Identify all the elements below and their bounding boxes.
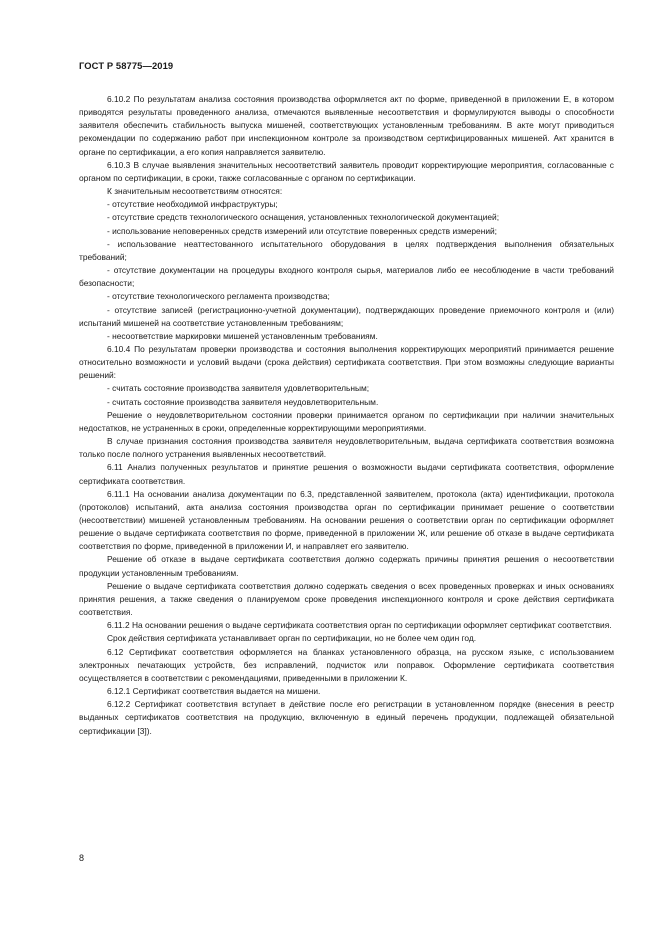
list-item: - использование неаттестованного испытательного оборудования в целях подтверждения выполнения обязательных требований;	[79, 238, 614, 262]
paragraph-6-12-2: 6.12.2 Сертификат соответствия вступает в действие после его регистрации в установленном порядке (внесения в реестр выданных сертификатов соответствия на продукцию, включенную в единый перечень продукции, подлежащей обязательной сертификации [3]).	[79, 699, 614, 736]
paragraph-validity-period: Срок действия сертификата устанавливает орган по сертификации, но не более чем один год.	[107, 633, 477, 644]
paragraph-6-12-1: 6.12.1 Сертификат соответствия выдается на мишени.	[107, 686, 321, 697]
paragraph-refusal-decision: Решение об отказе в выдаче сертификата соответствия должно содержать причины принятия решения о несоответствии продукции установленным требованиям.	[79, 554, 614, 578]
paragraph-issuance-decision: Решение о выдаче сертификата соответствия должно содержать сведения о всех проведенных проверках и иных основаниях принятия решения, а также сведения о планируемом сроке проведения инспекционного контроля и сроке действия сертификата соответствия.	[79, 580, 614, 618]
list-item: - несоответствие маркировки мишеней установленным требованиям.	[107, 330, 378, 341]
paragraph-6-11-1: 6.11.1 На основании анализа документации по 6.3, представленной заявителем, протокола (акта) идентификации, протокола (протоколов) испытаний, акта анализа состояния производства орган по сертификации принимает решение о соответствии (несоответствии) мишеней установленным требованиям. На основании решения о соответствии орган по сертификации оформляет решение о выдаче сертификата соответствия по форме, приведенной в приложении Ж, или решение об отказе в выдаче сертификата соответствия по форме, приведенной в приложении И, и направляет его заявителю.	[79, 488, 614, 552]
paragraph-unsatisfactory-decision: Решение о неудовлетворительном состоянии проверки принимается органом по сертификации при наличии значительных недостатков, не устраненных в сроки, определенные корректирующими мероприятиями.	[79, 409, 614, 433]
list-item: - использование неповеренных средств измерений или отсутствие поверенных средств измерений;	[107, 225, 497, 236]
paragraph-6-11-2: 6.11.2 На основании решения о выдаче сертификата соответствия орган по сертификации оформляет сертификат соответствия.	[107, 620, 612, 631]
list-item: - отсутствие технологического регламента производства;	[107, 291, 330, 302]
page-number: 8	[79, 853, 85, 863]
paragraph-6-10-3: 6.10.3 В случае выявления значительных несоответствий заявитель проводит корректирующие мероприятия, согласованные с органом по сертификации, в сроки, также согласованные с органом по сертификации.	[79, 159, 614, 183]
document-body	[79, 93, 614, 738]
list-item: - отсутствие средств технологического оснащения, установленных технологической документацией;	[107, 212, 500, 223]
paragraph-6-10-2: 6.10.2 По результатам анализа состояния производства оформляется акт по форме, приведенной в приложении Е, в котором приводятся результаты проведенного анализа, отмечаются выявленные несоответствия и формулируются выводы о способности заявителя обеспечить стабильность выпуска мишеней, соответствующих установленным требованиям. В акте могут приводиться рекомендации по содержанию работ при инспекционном контроле за производством сертифицированных мишеней. Акт хранится в органе по сертификации, а его копия направляется заявителю.	[79, 94, 614, 157]
paragraph-6-10-4: 6.10.4 По результатам проверки производства и состояния выполнения корректирующих мероприятий принимается решение относительно возможности и условий выдачи (срока действия) сертификата соответствия. При этом возможны следующие варианты решений:	[79, 343, 614, 381]
paragraph-6-12: 6.12 Сертификат соответствия оформляется на бланках установленного образца, на русском языке, с использованием электронных печатающих устройств, без исправлений, подчисток или поправок. Оформление сертификата соответствия осуществляется в соответствии с рекомендациями, приведенными в приложении К.	[79, 646, 614, 683]
paragraph-unsatisfactory-case: В случае признания состояния производства заявителя неудовлетворительным, выдача сертификата соответствия возможна только после полного устранения выявленных несоответствий.	[79, 436, 614, 460]
paragraph-nonconformities-intro: К значительным несоответствиям относятся:	[107, 186, 283, 197]
list-item: - отсутствие документации на процедуры входного контроля сырья, материалов либо ее несоблюдение в части требований безопасности;	[79, 265, 614, 289]
list-item: - отсутствие записей (регистрационно-учетной документации), подтверждающих проведение приемочного контроля и (или) испытаний мишеней на соответствие установленным требованиям;	[79, 304, 614, 328]
paragraph-6-11: 6.11 Анализ полученных результатов и принятие решения о возможности выдачи сертификата соответствия, оформление сертификата соответствия.	[79, 462, 614, 486]
list-item: - считать состояние производства заявителя удовлетворительным;	[107, 383, 370, 394]
document-header: ГОСТ Р 58775—2019	[79, 60, 174, 71]
list-item: - отсутствие необходимой инфраструктуры;	[107, 199, 278, 210]
list-item: - считать состояние производства заявителя неудовлетворительным.	[107, 396, 379, 407]
